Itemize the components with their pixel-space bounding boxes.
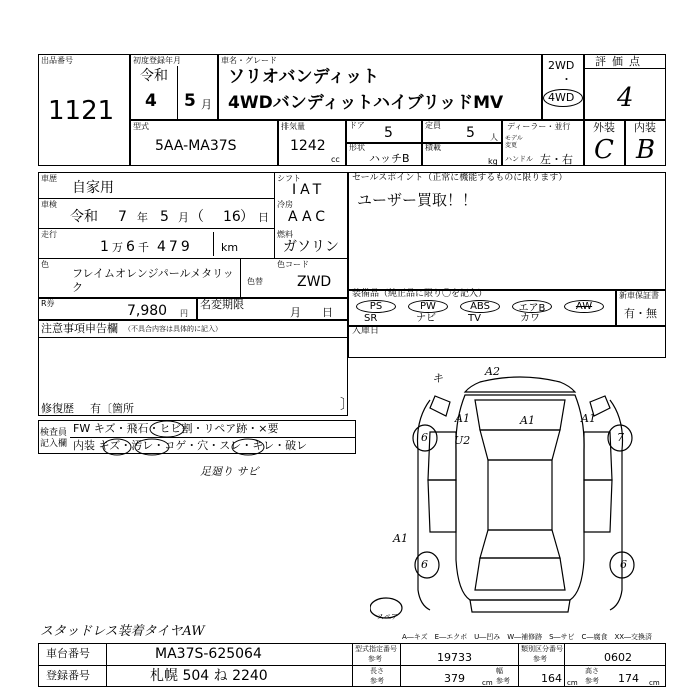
arrival-box (348, 326, 666, 358)
doors: 5 (384, 125, 393, 141)
inspection-era: 令和 (70, 209, 98, 225)
circle-tobiishi (150, 421, 184, 437)
model-code-label: 型式 (133, 122, 149, 131)
mark-6-rear-right: 6 (620, 558, 627, 571)
interior: B (636, 135, 656, 165)
capacity-unit: 人 (490, 133, 498, 142)
handle-label: ハンドル (505, 155, 533, 163)
load-unit: kg (488, 157, 498, 166)
fuel: ガソリン (283, 239, 339, 255)
footer-v4 (518, 643, 519, 687)
inspection-label: 車検 (41, 200, 57, 209)
displacement: 1242 (290, 138, 326, 154)
inspector-label: 検査員記入欄 (40, 428, 68, 449)
lot-label: 出品番号 (41, 56, 73, 65)
color-change-label: 色替 (247, 277, 263, 286)
inspector-interior: 内装 キズ・汚レ・コゲ・穴・スレ・キレ・破レ (73, 439, 308, 452)
interior-label: 内装 (634, 121, 656, 134)
roof (488, 460, 552, 530)
ac-label: 冷房 (277, 200, 293, 209)
drive-4wd: 4WD (548, 91, 575, 104)
front-bumper (465, 377, 575, 392)
category-sub: 参考 (533, 655, 547, 663)
mark-ki: キ (432, 372, 443, 385)
displacement-unit: cc (331, 155, 340, 164)
equipment-0-code: PS (356, 300, 396, 313)
length-label: 長さ (370, 667, 384, 675)
studless-note: スタッドレス装着タイヤAW (40, 624, 205, 639)
shift: IAT (292, 182, 326, 198)
model-change-label: モデル 変更 (505, 135, 523, 149)
equipment-3-code: エアB (512, 300, 552, 313)
doors-label: ドア (349, 121, 365, 130)
mark-6-rear-left: 6 (421, 558, 428, 571)
color-code-label: 色コード (277, 260, 309, 269)
score-label: 評価点 (595, 55, 646, 68)
notes-sublabel: （不具合内容は具体的に記入） (124, 325, 222, 333)
sales-point-box (348, 172, 666, 290)
left-front-door (428, 432, 456, 480)
footer-v5 (564, 643, 565, 687)
equipment-2-name: TV (468, 313, 481, 324)
model-code: 5AA-MA37S (155, 138, 237, 154)
equipment-1-name: ナビ (416, 313, 436, 324)
inspector-handwritten-note: 足廻り サビ (200, 465, 259, 478)
mark-a1-hood: A1 (520, 414, 535, 427)
width: 164 (541, 672, 562, 685)
footer-v2 (352, 643, 353, 687)
type-approval-label: 型式指定番号 (355, 645, 397, 653)
repair-end: 〕 (340, 397, 354, 413)
type-approval-sub: 参考 (368, 655, 382, 663)
mileage-rest: 479 (157, 239, 193, 255)
history-type-label: 車歴 (41, 174, 57, 183)
type-approval: 19733 (437, 651, 472, 664)
ac: AAC (288, 209, 330, 225)
capacity-label: 定員 (425, 121, 441, 130)
shift-label: シフト (277, 174, 301, 183)
score-value: 4 (617, 83, 634, 113)
rear-window (480, 530, 560, 558)
inspection-paren-open: （ (190, 209, 204, 225)
inspection-day-unit: 日 (258, 211, 269, 224)
mark-u2: U2 (454, 434, 471, 447)
drive-dot: ・ (561, 73, 572, 86)
equipment-label: 装備品（純正品に限り〇を記入） (352, 289, 488, 299)
model-name: ソリオバンディット (228, 67, 380, 87)
car-diagram (370, 360, 670, 630)
height-label: 高さ (585, 667, 599, 675)
fuel-label: 燃料 (277, 230, 293, 239)
category: 0602 (604, 651, 632, 664)
model-label: 車名・グレード (221, 56, 277, 65)
mark-a1-left: A1 (455, 412, 470, 425)
recycle-amount: 7,980 (127, 303, 168, 319)
width-ref: 参考 (496, 677, 510, 685)
inspection-month-unit: 月 (178, 211, 189, 224)
handle: 左・右 (540, 153, 573, 166)
first-reg-year: 4 (145, 91, 157, 111)
capacity: 5 (466, 125, 475, 141)
warranty-value: 有・無 (624, 307, 657, 320)
equipment-1-code: PW (408, 300, 448, 313)
recycle-unit: 円 (180, 309, 188, 318)
inspection-paren-close: ） (240, 209, 254, 225)
sales-point-text: ユーザー買取！！ (357, 191, 478, 209)
left-rear-door (428, 480, 456, 532)
recycle-label: R券 (41, 299, 55, 308)
license-label: 名変期限 (200, 298, 244, 311)
mark-6-front: 6 (421, 431, 428, 444)
circle-sure (232, 439, 264, 455)
spare-label: スペア (377, 613, 398, 621)
mileage-man: 1 (100, 239, 109, 255)
damage-legend: A―キズ E―エクボ U―凹み W―補修跡 S―サビ C―腐食 XX―交換済 (402, 633, 653, 641)
inspection-year-unit: 年 (137, 211, 148, 224)
mark-7-front: 7 (617, 431, 624, 444)
repair-label: 修復歴 (41, 402, 74, 415)
left-mirror (430, 396, 450, 416)
color-label: 色 (41, 260, 49, 269)
footer-v1 (106, 643, 107, 687)
shape-label: 形状 (349, 143, 365, 152)
notes-label: 注意事項申告欄 (41, 322, 118, 335)
displacement-label: 排気量 (281, 122, 305, 131)
first-reg-label: 初度登録年月 (133, 56, 181, 65)
drive-2wd: 2WD (548, 59, 575, 72)
mark-a1-side: A1 (393, 532, 408, 545)
mileage-sen: 6 (126, 239, 135, 255)
lot-number: 1121 (48, 96, 115, 126)
circle-kizu (103, 439, 131, 455)
rear-bumper (470, 600, 570, 612)
sales-point-label: セールスポイント（正常に機能するものに限ります） (352, 173, 568, 183)
circle-yogore (135, 439, 169, 455)
load-label: 積載 (425, 143, 441, 152)
height: 174 (618, 672, 639, 685)
equipment-0-name: SR (364, 313, 378, 324)
equipment-3-name: カワ (520, 313, 540, 324)
windshield (480, 430, 560, 460)
equipment-2-code: ABS (460, 300, 500, 313)
mileage-unit: km (221, 241, 239, 254)
inspection-day: 16 (223, 209, 241, 225)
exterior: C (594, 135, 614, 165)
shape: ハッチB (369, 152, 410, 165)
length-ref: 参考 (370, 677, 384, 685)
license-day: 日 (322, 306, 333, 319)
plate: 札幌 504 ね 2240 (150, 668, 268, 684)
footer-v3 (400, 643, 401, 687)
history-type: 自家用 (72, 180, 114, 196)
chassis-number: MA37S-625064 (155, 646, 262, 662)
repair-value: 有〔箇所 (90, 402, 134, 415)
dealer-label: ディーラー・並行 (507, 122, 571, 131)
rear-hatch (475, 558, 565, 590)
first-reg-month: 5 (184, 91, 196, 111)
height-ref: 参考 (585, 677, 599, 685)
model-grade: 4WDバンディットハイブリッドMV (228, 93, 504, 113)
inspector-fw: FW キズ・飛石・ヒビ割・リペア跡・×要 (73, 422, 279, 435)
mark-a1-right: A1 (581, 412, 596, 425)
category-label: 類別区分番号 (521, 645, 563, 653)
chassis-label: 車台番号 (46, 647, 90, 660)
mileage-label: 走行 (41, 230, 57, 239)
license-month: 月 (290, 306, 301, 319)
warranty-label: 新車保証書 (619, 291, 659, 300)
exterior-label: 外装 (593, 121, 615, 134)
equipment-4-code: AW (564, 300, 604, 313)
inspection-year: 7 (118, 209, 127, 225)
mileage-man-unit: 万 (112, 241, 123, 254)
mileage-sen-unit: 千 (138, 241, 149, 254)
first-reg-month-unit: 月 (201, 98, 212, 111)
mark-a2: A2 (485, 365, 500, 378)
width-unit: cm (567, 679, 578, 687)
length: 379 (444, 672, 465, 685)
color-code: ZWD (297, 274, 332, 290)
color: フレイムオレンジパールメタリック (72, 267, 234, 294)
width-label: 幅 (496, 667, 503, 675)
plate-label: 登録番号 (46, 669, 90, 682)
first-reg-era: 令和 (140, 68, 168, 84)
inspection-month: 5 (160, 209, 169, 225)
length-unit: cm (482, 679, 493, 687)
arrival-label: 入庫日 (352, 326, 380, 336)
right-rear-door (584, 480, 612, 532)
height-unit: cm (649, 679, 660, 687)
